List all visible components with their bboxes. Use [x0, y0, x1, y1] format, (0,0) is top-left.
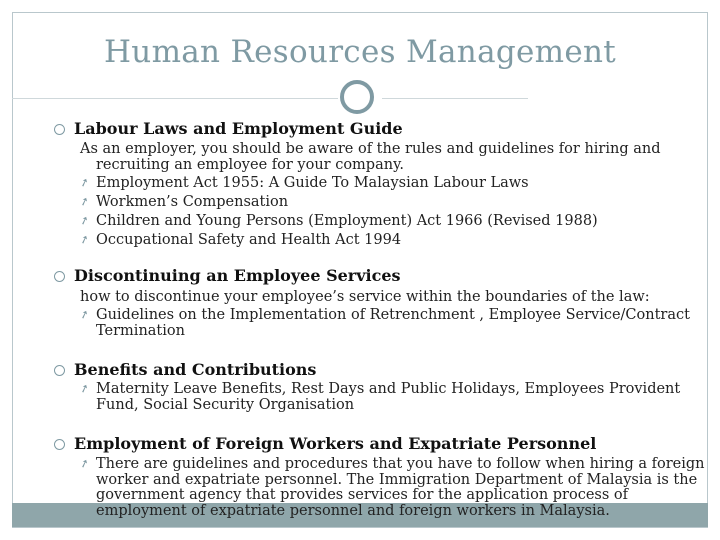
sub-item-line: worker and expatriate personnel. The Immigration Department of Malaysia is the: [96, 471, 698, 488]
slide-title: Human Resources Management: [103, 34, 617, 70]
section-heading: Discontinuing an Employee Services: [74, 266, 401, 285]
section-bullet-icon: [54, 439, 65, 450]
sub-item-line: There are guidelines and procedures that you have to follow when hiring a foreign: [96, 456, 705, 472]
sub-item-line: government agency that provides services for the application process of: [96, 487, 629, 503]
sub-item-line: Employment Act 1955: A Guide To Malaysian Labour Laws: [96, 175, 529, 191]
section-bullet-icon: [54, 271, 65, 282]
sub-bullet-arrow-icon: ➚: [77, 193, 91, 210]
sub-bullet-arrow-icon: ➚: [77, 212, 91, 229]
sub-item-line: Occupational Safety and Health Act 1994: [96, 232, 402, 248]
section-bullet-icon: [54, 365, 65, 376]
sub-item-line: Workmen’s Compensation: [96, 194, 289, 210]
sub-item-line: Children and Young Persons (Employment) Act 1966 (Revised 1988): [96, 213, 598, 229]
sub-item-line: employment of expatriate personnel and foreign workers in Malaysia.: [96, 502, 610, 519]
sub-bullet-arrow-icon: ➚: [77, 455, 91, 472]
section-heading: Employment of Foreign Workers and Expatriate Personnel: [74, 434, 597, 453]
section-intro-line: recruiting an employee for your company.: [96, 157, 404, 173]
sub-item-line: Termination: [96, 322, 185, 339]
sub-bullet-arrow-icon: ➚: [77, 174, 91, 191]
section-bullet-icon: [54, 124, 65, 135]
sub-bullet-arrow-icon: ➚: [77, 306, 91, 323]
section-heading: Labour Laws and Employment Guide: [74, 119, 403, 138]
section-intro-line: As an employer, you should be aware of the rules and guidelines for hiring and: [80, 141, 661, 157]
sub-bullet-arrow-icon: ➚: [77, 231, 91, 248]
section-intro-line: how to discontinue your employee’s service within the boundaries of the law:: [80, 289, 650, 305]
sub-item-line: Maternity Leave Benefits, Rest Days and Public Holidays, Employees Provident: [96, 381, 681, 397]
sub-item-line: Guidelines on the Implementation of Retrenchment , Employee Service/Contract: [96, 307, 690, 323]
sub-bullet-arrow-icon: ➚: [77, 380, 91, 397]
sub-item-line: Fund, Social Security Organisation: [96, 396, 355, 413]
section-heading: Benefits and Contributions: [74, 360, 317, 379]
